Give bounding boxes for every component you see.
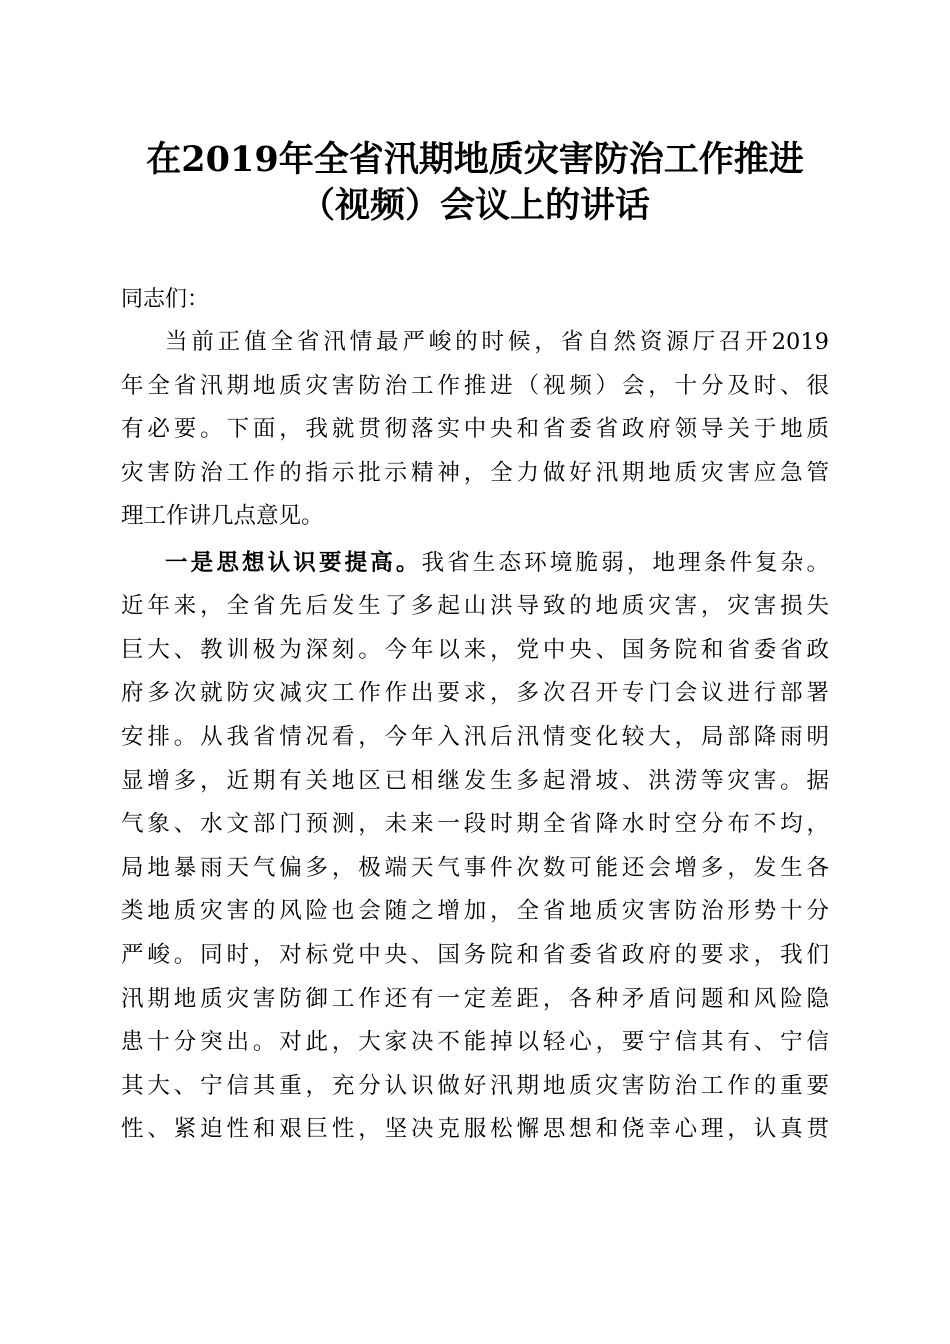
paragraph-1-line-5: 理工作讲几点意见。	[121, 503, 324, 529]
paragraph-2-line-10: 严峻。同时，对标党中央、国务院和省委省政府的要求，我们	[121, 942, 829, 968]
paragraph-1-line-3: 有必要。下面，我就贯彻落实中央和省委省政府领导关于地质	[121, 416, 829, 442]
paragraph-2-line-2: 近年来，全省先后发生了多起山洪导致的地质灾害，灾害损失	[121, 593, 829, 619]
paragraph-1-line-2: 年全省汛期地质灾害防治工作推进（视频）会，十分及时、很	[121, 373, 829, 399]
paragraph-1-line-1: 当前正值全省汛情最严峻的时候，省自然资源厅召开2019	[165, 329, 829, 355]
document-title-line-1: 在2019年全省汛期地质灾害防治工作推进	[146, 139, 804, 180]
document-title-line-2: （视频）会议上的讲话	[299, 185, 650, 226]
paragraph-1-line-4: 灾害防治工作的指示批示精神，全力做好汛期地质灾害应急管	[121, 460, 829, 486]
paragraph-2-first-line-rest: 我省生态环境脆弱，地理条件复杂。	[421, 550, 829, 576]
paragraph-2-line-13: 其大、宁信其重，充分认识做好汛期地质灾害防治工作的重要	[121, 1073, 829, 1099]
paragraph-2-line-7: 气象、水文部门预测，未来一段时期全省降水时空分布不均，	[121, 811, 829, 837]
paragraph-2-line-4: 府多次就防灾减灾工作作出要求，多次召开专门会议进行部署	[121, 680, 829, 706]
salutation: 同志们：	[121, 287, 210, 312]
paragraph-2-line-3: 巨大、教训极为深刻。今年以来，党中央、国务院和省委省政	[121, 637, 829, 663]
paragraph-2-line-14: 性、紧迫性和艰巨性，坚决克服松懈思想和侥幸心理，认真贯	[121, 1116, 829, 1142]
paragraph-2-line-6: 显增多，近期有关地区已相继发生多起滑坡、洪涝等灾害。据	[121, 768, 829, 794]
paragraph-2-line-12: 患十分突出。对此，大家决不能掉以轻心，要宁信其有、宁信	[121, 1029, 829, 1055]
paragraph-2-line-1	[165, 543, 829, 583]
paragraph-2-lead: 一是思想认识要提高。	[165, 550, 422, 576]
paragraph-2-line-11: 汛期地质灾害防御工作还有一定差距，各种矛盾问题和风险隐	[121, 986, 829, 1012]
paragraph-2-line-9: 类地质灾害的风险也会随之增加，全省地质灾害防治形势十分	[121, 898, 829, 924]
paragraph-2-line-8: 局地暴雨天气偏多，极端天气事件次数可能还会增多，发生各	[121, 855, 829, 881]
paragraph-2-line-5: 安排。从我省情况看，今年入汛后汛情变化较大，局部降雨明	[121, 724, 829, 750]
